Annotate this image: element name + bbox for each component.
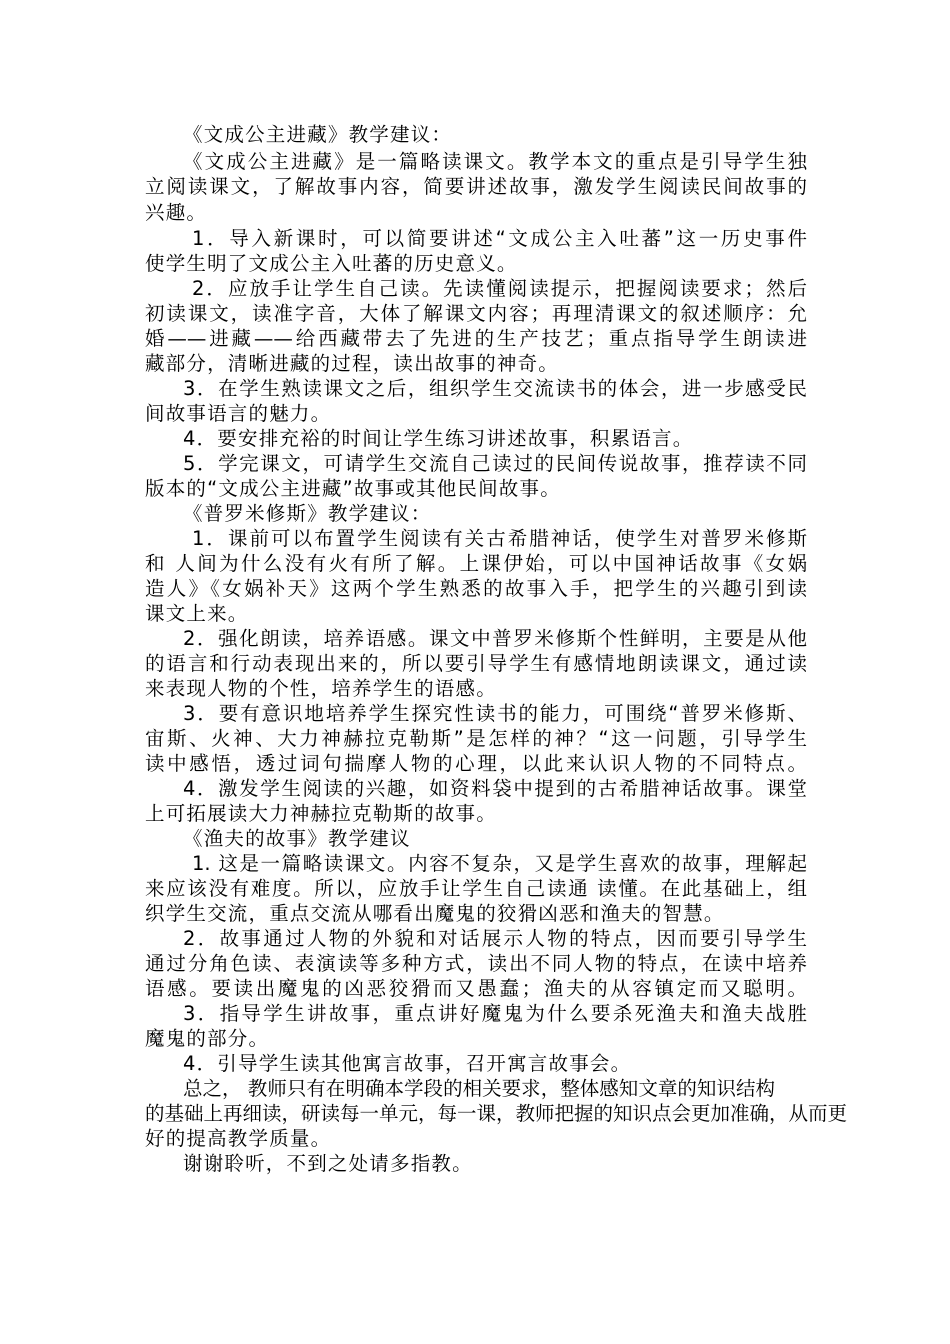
text-line: 《文成公主进藏》是一篇略读课文。教学本文的重点是引导学生独 (183, 150, 807, 173)
text-line: 的基础上再细读，研读每一单元，每一课，教师把握的知识点会更加准确，从而更 (145, 1102, 848, 1125)
text-line: 总之， 教师只有在明确本学段的相关要求，整体感知文章的知识结构 (183, 1077, 775, 1100)
text-line: 2．强化朗读，培养语感。课文中普罗米修斯个性鲜明，主要是从他 (183, 627, 807, 650)
text-line: 使学生明了文成公主入吐蕃的历史意义。 (145, 252, 518, 275)
text-line: 来应该没有难度。所以，应放手让学生自己读通 读懂。在此基础上，组 (145, 877, 807, 900)
text-line: 3．指导学生讲故事，重点讲好魔鬼为什么要杀死渔夫和渔夫战胜 (183, 1002, 807, 1025)
text-line: 4．要安排充裕的时间让学生练习讲述故事，积累语言。 (183, 427, 694, 450)
text-line: 婚——进藏——给西藏带去了先进的生产技艺；重点指导学生朗读进 (145, 327, 807, 350)
closing-line: 谢谢聆听，不到之处请多指教。 (183, 1152, 473, 1175)
text-line: 语感。要读出魔鬼的凶恶狡猾而又愚蠢；渔夫的从容镇定而又聪明。 (145, 977, 807, 1000)
text-line: 魔鬼的部分。 (145, 1027, 270, 1050)
heading-prometheus: 《普罗米修斯》教学建议： (183, 502, 432, 525)
heading-fisherman: 《渔夫的故事》教学建议 (183, 827, 411, 850)
text-line: 上可拓展读大力神赫拉克勒斯的故事。 (145, 802, 497, 825)
heading-wencheng: 《文成公主进藏》教学建议： (183, 123, 453, 146)
text-line: 5．学完课文，可请学生交流自己读过的民间传说故事，推荐读不同 (183, 452, 807, 475)
text-line: 3．要有意识地培养学生探究性读书的能力，可围绕“普罗米修斯、 (183, 702, 807, 725)
text-line: 4．引导学生读其他寓言故事，召开寓言故事会。 (183, 1052, 632, 1075)
text-line: 4．激发学生阅读的兴趣，如资料袋中提到的古希腊神话故事。课堂 (183, 777, 807, 800)
text-line: 和 人间为什么没有火有所了解。上课伊始，可以中国神话故事《女娲 (145, 552, 807, 575)
text-line: 好的提高教学质量。 (145, 1127, 332, 1150)
text-line: 1．课前可以布置学生阅读有关古希腊神话，使学生对普罗米修斯 (192, 527, 807, 550)
text-line: 课文上来。 (145, 602, 249, 625)
text-line: 织学生交流，重点交流从哪看出魔鬼的狡猾凶恶和渔夫的智慧。 (145, 902, 725, 925)
text-line: 版本的“文成公主进藏”故事或其他民间故事。 (145, 477, 561, 500)
text-line: 初读课文，读准字音，大体了解课文内容；再理清课文的叙述顺序：允 (145, 302, 807, 325)
text-line: 的语言和行动表现出来的，所以要引导学生有感情地朗读课文，通过读 (145, 652, 807, 675)
text-line: 1. 这是一篇略读课文。内容不复杂，又是学生喜欢的故事，理解起 (192, 852, 807, 875)
text-line: 宙斯、火神、大力神赫拉克勒斯”是怎样的神？“这一问题，引导学生 (145, 727, 807, 750)
text-line: 1．导入新课时，可以简要讲述“文成公主入吐蕃”这一历史事件 (192, 227, 807, 250)
text-line: 来表现人物的个性，培养学生的语感。 (145, 677, 497, 700)
text-line: 读中感悟，透过词句揣摩人物的心理，以此来认识人物的不同特点。 (145, 752, 807, 775)
text-line: 2．故事通过人物的外貌和对话展示人物的特点，因而要引导学生 (183, 927, 807, 950)
text-line: 通过分角色读、表演读等多种方式，读出不同人物的特点，在读中培养 (145, 952, 807, 975)
text-line: 造人》《女娲补天》这两个学生熟悉的故事入手，把学生的兴趣引到读 (145, 577, 807, 600)
text-line: 立阅读课文，了解故事内容，简要讲述故事，激发学生阅读民间故事的 (145, 175, 807, 198)
text-line: 3．在学生熟读课文之后，组织学生交流读书的体会，进一步感受民 (183, 377, 807, 400)
text-line: 兴趣。 (145, 201, 208, 224)
text-line: 间故事语言的魅力。 (145, 402, 332, 425)
text-line: 2．应放手让学生自己读。先读懂阅读提示，把握阅读要求；然后 (192, 277, 807, 300)
text-line: 藏部分，清晰进藏的过程，读出故事的神奇。 (145, 352, 560, 375)
